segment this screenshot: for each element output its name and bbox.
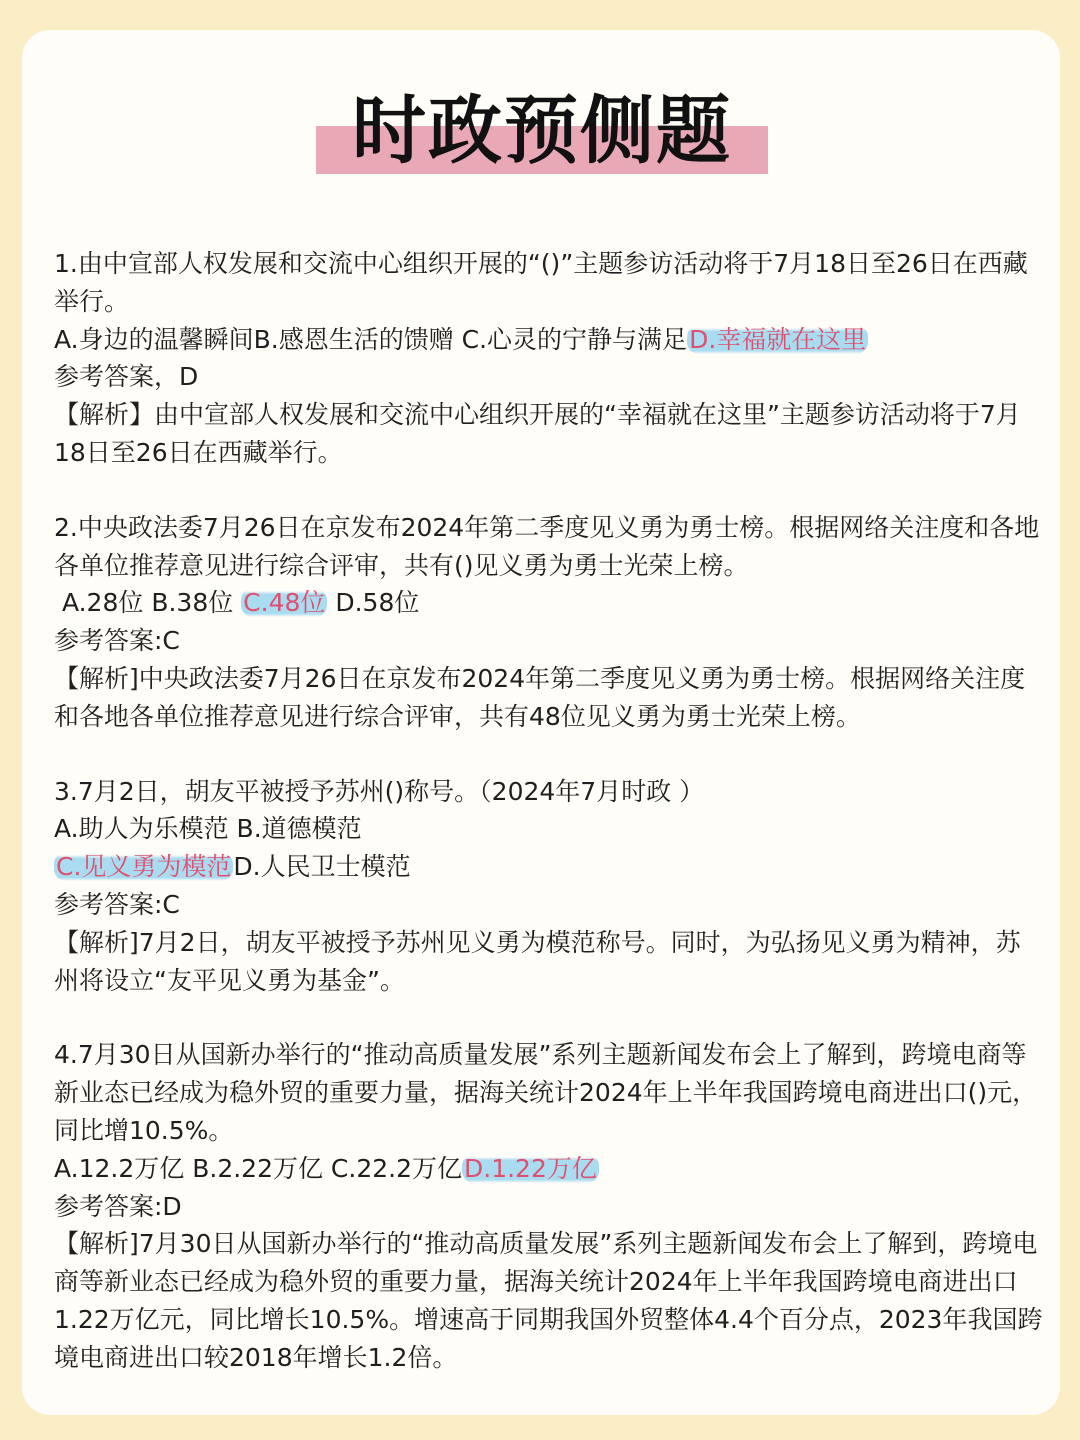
options-line-1: A.助人为乐模范 B.道德模范 — [54, 814, 362, 844]
question-text: 1.由中宣部人权发展和交流中心组织开展的“()”主题参访活动将于7月18日至26日在西藏举行。 — [54, 249, 1028, 316]
question-text: 3.7月2日，胡友平被授予苏州()称号。（2024年7月时政 ） — [54, 776, 705, 806]
content-card — [22, 30, 1060, 1415]
answer-text: 参考答案:D — [54, 1191, 182, 1221]
question-3 — [54, 773, 1044, 1000]
question-2 — [54, 509, 1044, 736]
options-line-2 — [54, 848, 1044, 886]
highlighted-answer-option: D.幸福就在这里 — [689, 324, 867, 354]
options-text: A.身边的温馨瞬间B.感恩生活的馈赠 C.心灵的宁静与满足 — [54, 324, 688, 354]
page-title: 时政预侧题 — [352, 88, 732, 174]
analysis-text: 【解析]7月30日从国新办举行的“推动高质量发展”系列主题新闻发布会上了解到，跨境电商等新业态已经成为稳外贸的重要力量，据海关统计2024年上半年我国跨境电商进出口1.22万亿元，同比增长10.5%。增速高于同期我国外贸整体4.4个百分点，2023年我国跨境电商进出口较2018年增长1.2倍。 — [54, 1229, 1043, 1372]
question-text: 4.7月30日从国新办举行的“推动高质量发展”系列主题新闻发布会上了解到，跨境电商等新业态已经成为稳外贸的重要力量，据海关统计2024年上半年我国跨境电商进出口()元，同比增10.5%。 — [54, 1040, 1038, 1145]
question-4 — [54, 1036, 1044, 1376]
answer-text: 参考答案:C — [54, 626, 180, 656]
answer-text: 参考答案:C — [54, 889, 180, 919]
highlighted-answer-option: C.48位 — [243, 588, 326, 618]
question-list — [54, 245, 1044, 1414]
title-block — [316, 86, 768, 176]
analysis-text: 【解析】由中宣部人权发展和交流中心组织开展的“幸福就在这里”主题参访活动将于7月18日至26日在西藏举行。 — [54, 400, 1021, 467]
options-text-after: D.人民卫士模范 — [233, 852, 411, 882]
highlighted-answer-option: C.见义勇为模范 — [56, 852, 232, 882]
options-text-after: D.58位 — [327, 588, 420, 618]
options-text: A.12.2万亿 B.2.22万亿 C.22.2万亿 — [54, 1153, 462, 1183]
highlighted-answer-option: D.1.22万亿 — [464, 1153, 597, 1183]
analysis-text: 【解析]中央政法委7月26日在京发布2024年第二季度见义勇为勇士榜。根据网络关注度和各地各单位推荐意见进行综合评审，共有48位见义勇为勇士光荣上榜。 — [54, 663, 1026, 731]
options-text: A.28位 B.38位 — [54, 588, 242, 618]
options-line — [54, 321, 1044, 359]
answer-text: 参考答案，D — [54, 362, 199, 392]
question-text: 2.中央政法委7月26日在京发布2024年第二季度见义勇为勇士榜。根据网络关注度和各地各单位推荐意见进行综合评审，共有()见义勇为勇士光荣上榜。 — [54, 512, 1040, 580]
options-line — [54, 1150, 1044, 1188]
analysis-text: 【解析]7月2日，胡友平被授予苏州见义勇为模范称号。同时，为弘扬见义勇为精神，苏州将设立“友平见义勇为基金”。 — [54, 927, 1021, 995]
question-1 — [54, 245, 1044, 472]
options-line — [54, 584, 1044, 622]
